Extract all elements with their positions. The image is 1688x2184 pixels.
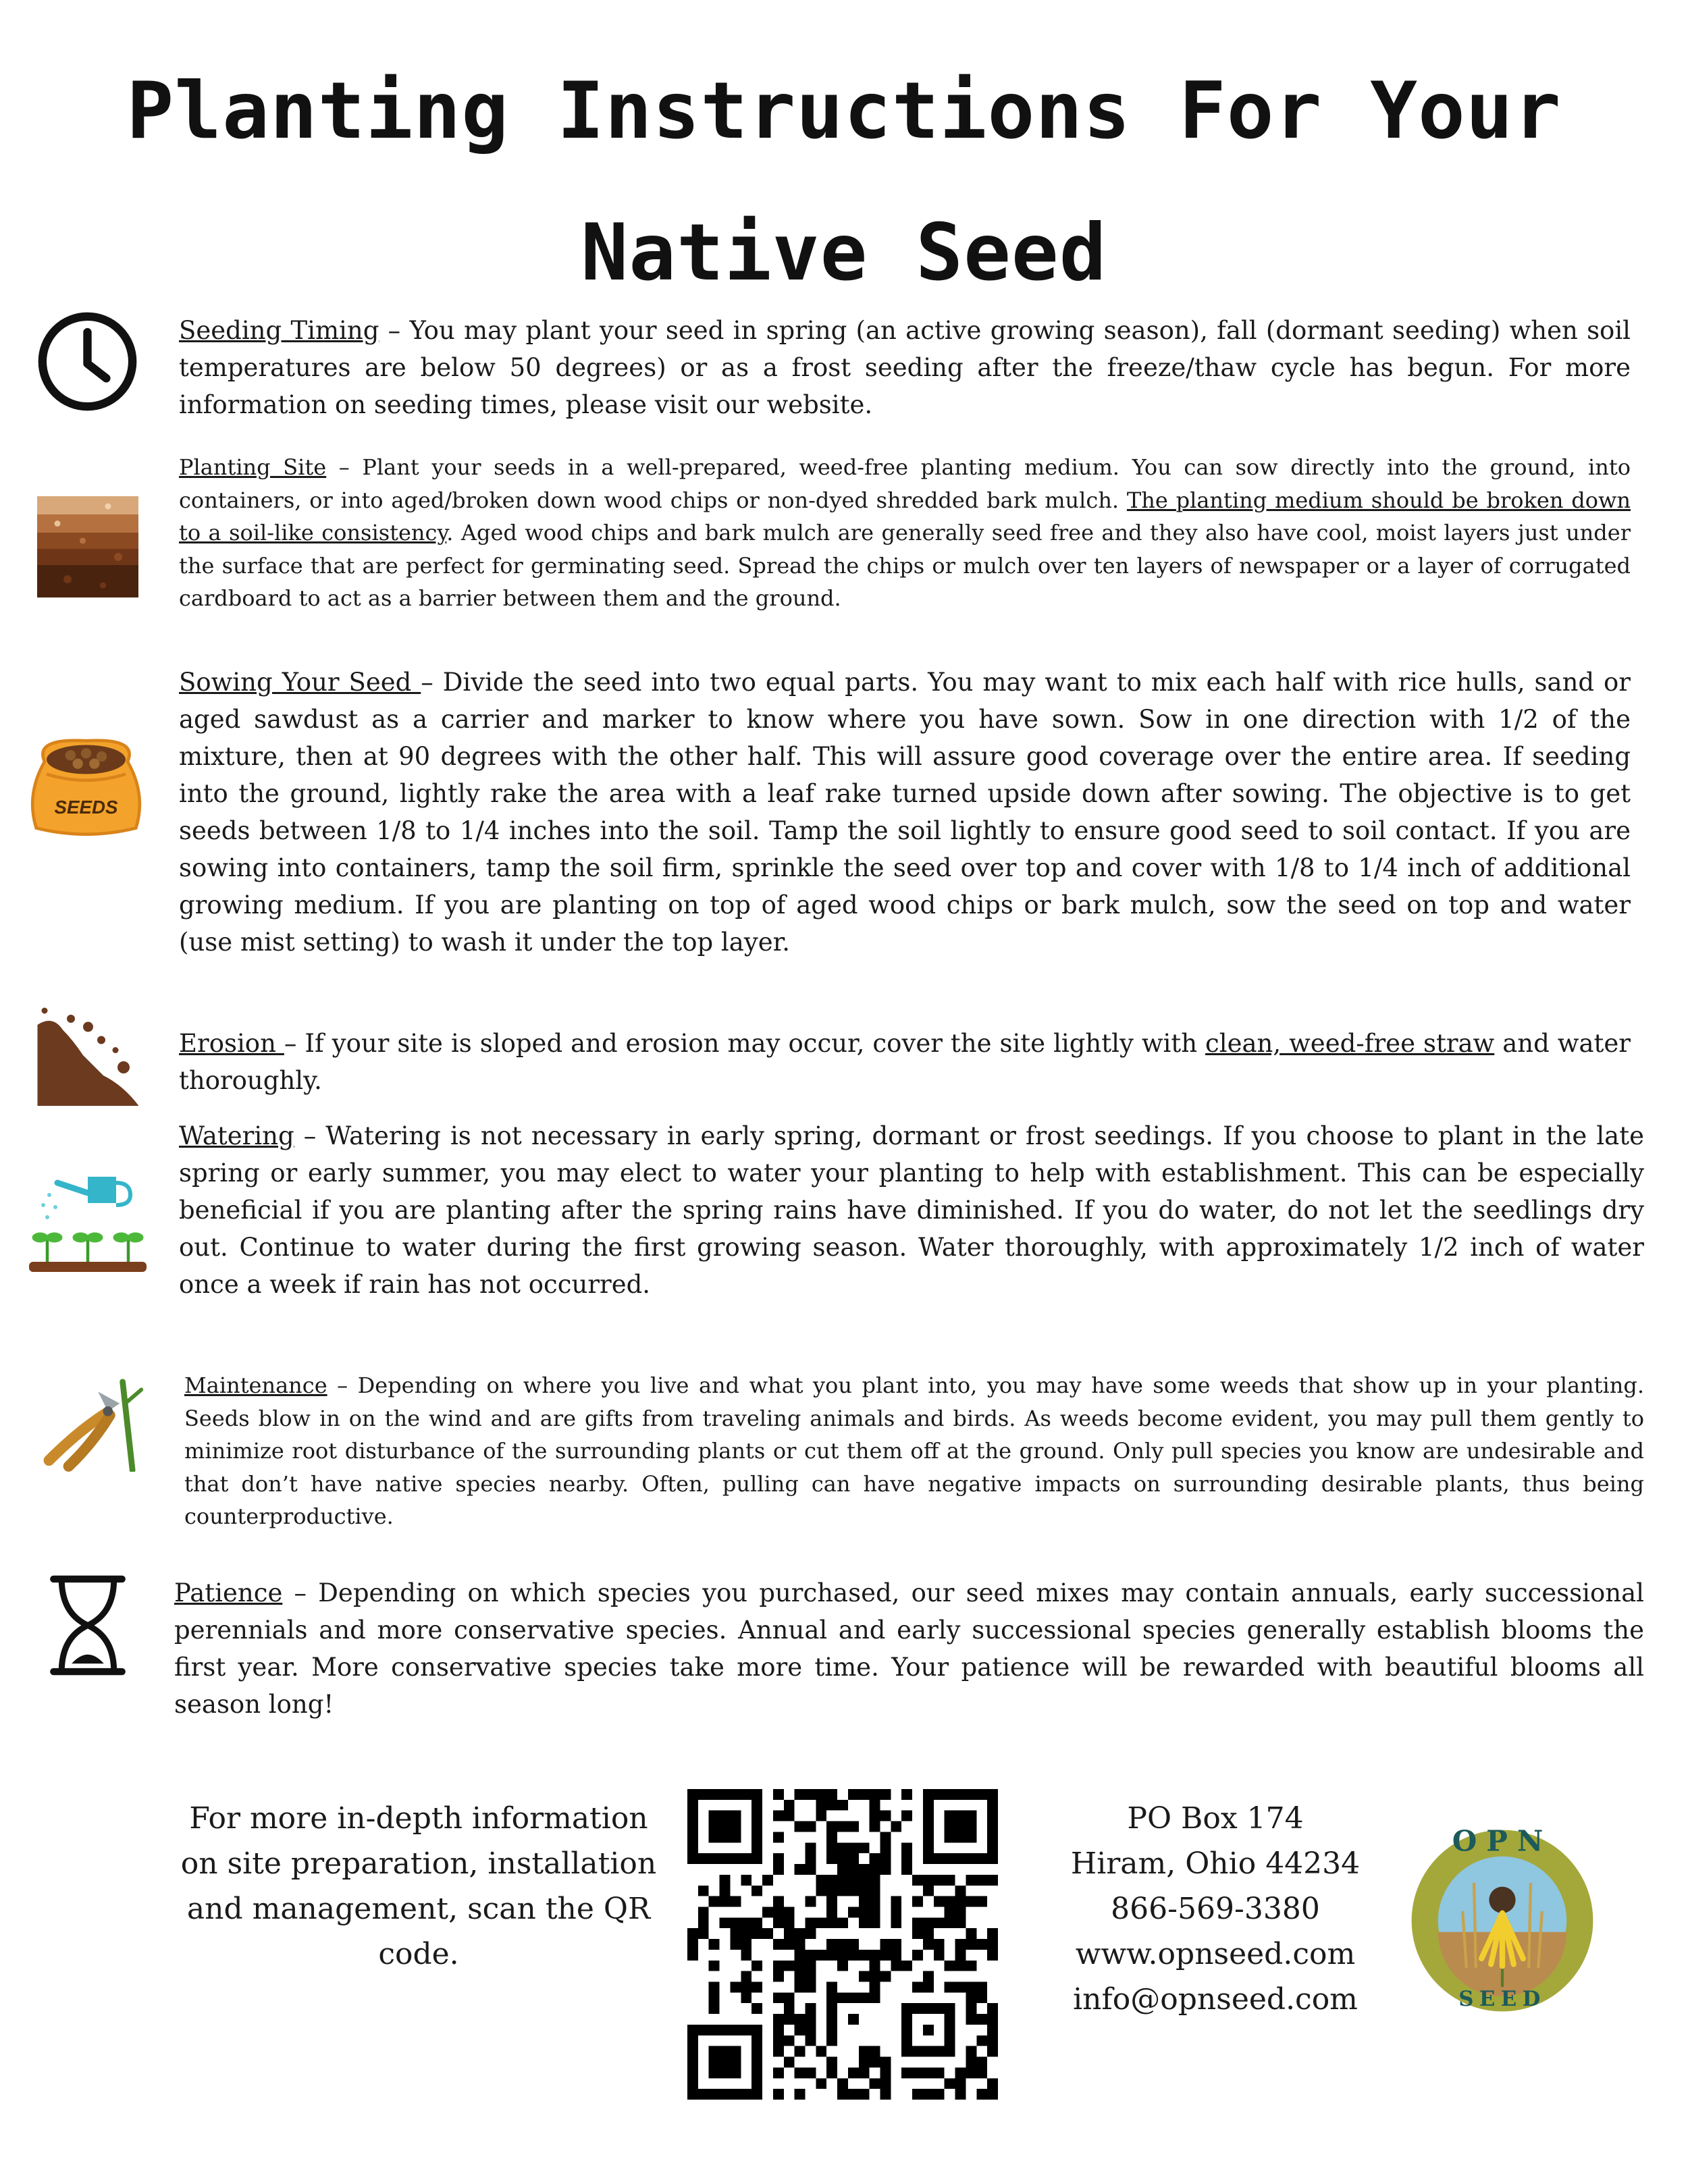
erosion-icon bbox=[32, 1005, 144, 1106]
hourglass-icon bbox=[47, 1573, 128, 1678]
section-text: – If your site is sloped and erosion may occur, cover the site lightly with bbox=[284, 1029, 1206, 1058]
section-label: Patience bbox=[174, 1578, 283, 1607]
seed-bag-label: SEEDS bbox=[54, 797, 118, 818]
section-label: Erosion bbox=[179, 1029, 284, 1058]
clock-icon bbox=[35, 309, 140, 414]
section-label: Watering bbox=[179, 1121, 294, 1150]
section-text: – You may plant your seed in spring (an active growing season), fall (dormant seeding) when soil temperatures are below 50 degrees) or as a frost seeding after the freeze/thaw cycle has begun. For more information on seeding times, please visit our website. bbox=[179, 316, 1631, 419]
section-planting-site bbox=[179, 451, 1631, 615]
section-label: Seeding Timing bbox=[179, 316, 379, 345]
section-erosion bbox=[179, 1025, 1631, 1099]
contact-city: Hiram, Ohio 44234 bbox=[1070, 1846, 1361, 1881]
contact-website[interactable]: www.opnseed.com bbox=[1075, 1937, 1356, 1971]
watering-icon bbox=[27, 1165, 149, 1276]
section-text: – Watering is not necessary in early spring, dormant or frost seedings. If you choose to plant in the late spring or early summer, you may elect to water your planting to help with establishment. This can be especially beneficial if you are planting after the spring rains have diminished. If you do water, do not let the seedlings dry out. Continue to water during the first growing season. Water thoroughly, with approximately 1/2 inch of water once a week if rain has not occurred. bbox=[179, 1121, 1644, 1299]
opn-seed-logo bbox=[1408, 1826, 1597, 2015]
logo-bottom-text: SEED bbox=[1458, 1987, 1546, 2011]
section-text-after: . Aged wood chips and bark mulch are generally seed free and they also have cool, moist layers just under the surface that are perfect for germinating seed. Spread the chips or mulch over ten layers of newspaper or a layer of corrugated cardboard to act as a barrier between them and the ground. bbox=[179, 520, 1631, 611]
section-label: Sowing Your Seed bbox=[179, 668, 421, 697]
section-patience bbox=[174, 1574, 1644, 1723]
section-text: – Depending on which species you purchased, our seed mixes may contain annuals, early successional perennials and more conservative species. Annual and early successional species generally establish blooms the first year. More conservative species take more time. Your patience will be rewarded with beautiful blooms all season long! bbox=[174, 1578, 1644, 1719]
contact-po-box: PO Box 174 bbox=[1127, 1801, 1304, 1836]
section-text: – Depending on where you live and what you plant into, you may have some weeds that show up in your planting. Seeds blow in on the wind and are gifts from traveling animals and birds. As weeds become evident, you may pull them gently to minimize root disturbance of the surrounding plants or cut them off at the ground. Only pull species you know are undesirable and that don’t have native species nearby. Often, pulling can have negative impacts on surrounding desirable plants, thus being counterproductive. bbox=[184, 1373, 1644, 1529]
section-underlined-text: The planting medium should be broken down to a soil-like consistency bbox=[179, 487, 1631, 545]
contact-email[interactable]: info@opnseed.com bbox=[1073, 1982, 1358, 2017]
seed-bag-icon bbox=[24, 733, 149, 841]
page-title: Planting Instructions For Your Native Seed bbox=[126, 65, 1562, 298]
section-text: – Plant your seeds in a well-prepared, weed-free planting medium. You can sow directly into the ground, into containers, or into aged/broken down wood chips or non-dyed shredded bark mulch. bbox=[179, 454, 1631, 513]
contact-info bbox=[1040, 1796, 1391, 2022]
section-label: Maintenance bbox=[184, 1373, 327, 1398]
section-maintenance bbox=[184, 1369, 1644, 1533]
qr-instructions: For more in-depth information on site preparation, installation and management, scan the QR code. bbox=[180, 1801, 657, 1971]
logo-top-text: OPN bbox=[1452, 1826, 1553, 1858]
qr-code[interactable] bbox=[687, 1789, 998, 2100]
soil-layers-icon bbox=[37, 496, 138, 597]
section-label: Planting Site bbox=[179, 454, 327, 480]
section-text: – Divide the seed into two equal parts. You may want to mix each half with rice hulls, sand or aged sawdust as a carrier and marker to know where you have sown. Sow in one direction with 1/2 of the mixture, then at 90 degrees with the other half. This will assure good coverage over the entire area. If seeding into the ground, lightly rake the area with a leaf rake turned upside down after sowing. The objective is to get seeds between 1/8 to 1/4 inches into the soil. Tamp the soil lightly to ensure good seed to soil contact. If you are sowing into containers, tamp the soil firm, sprinkle the seed over top and cover with 1/8 to 1/4 inch of additional growing medium. If you are planting on top of aged wood chips or bark mulch, sow the seed on top and water (use mist setting) to wash it under the top layer. bbox=[179, 668, 1631, 957]
section-sowing-your-seed bbox=[179, 664, 1631, 961]
section-text-after: and water thoroughly. bbox=[179, 1029, 1631, 1095]
pruning-shears-icon bbox=[39, 1370, 147, 1472]
section-seeding-timing bbox=[179, 312, 1631, 423]
contact-phone[interactable]: 866-569-3380 bbox=[1111, 1892, 1320, 1926]
section-watering bbox=[179, 1117, 1644, 1303]
section-underlined-text: clean, weed-free straw bbox=[1205, 1029, 1495, 1058]
